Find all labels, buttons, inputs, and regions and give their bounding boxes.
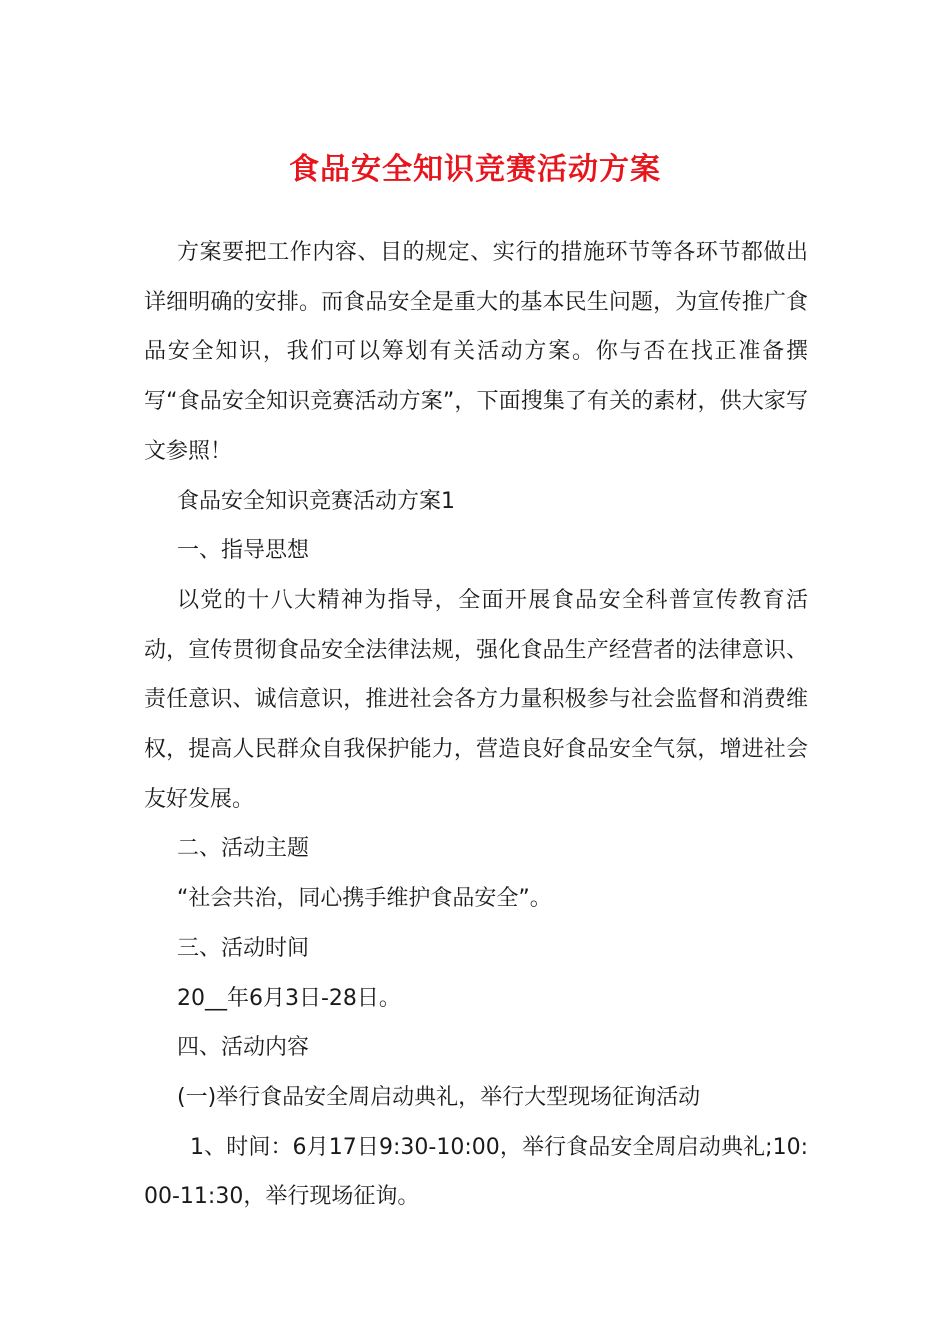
paragraph-guiding-ideology: 以党的十八大精神为指导，全面开展食品安全科普宣传教育活动，宣传贯彻食品安全法律法规，强化食品生产经营者的法律意识、责任意识、诚信意识，推进社会各方力量积极参与社会监督和消费维权，提高人民群众自我保护能力，营造良好食品安全气氛，增进社会友好发展。 bbox=[144, 587, 808, 812]
document-title: 食品安全知识竞赛活动方案 bbox=[289, 152, 661, 188]
subheading-launch-ceremony: (一)举行食品安全周启动典礼，举行大型现场征询活动 bbox=[177, 1084, 701, 1110]
paragraph-time-item-1: 1、时间：6月17日9:30-10:00，举行食品安全周启动典礼;10:00-11:30，举行现场征询。 bbox=[144, 1134, 808, 1210]
heading-activity-theme: 二、活动主题 bbox=[177, 836, 310, 862]
heading-activity-time: 三、活动时间 bbox=[177, 935, 310, 961]
heading-guiding-ideology: 一、指导思想 bbox=[177, 538, 310, 564]
section-title-plan-1: 食品安全知识竞赛活动方案1 bbox=[177, 488, 455, 514]
intro-paragraph: 方案要把工作内容、目的规定、实行的措施环节等各环节都做出详细明确的安排。而食品安全是重大的基本民生问题，为宣传推广食品安全知识，我们可以筹划有关活动方案。你与否在找正准备撰写“食品安全知识竞赛活动方案”，下面搜集了有关的素材，供大家写文参照！ bbox=[144, 240, 808, 464]
paragraph-activity-time: 20__年6月3日-28日。 bbox=[177, 985, 401, 1011]
heading-activity-content: 四、活动内容 bbox=[177, 1035, 310, 1061]
paragraph-activity-theme: “社会共治，同心携手维护食品安全”。 bbox=[177, 886, 552, 912]
document-body bbox=[144, 228, 808, 1222]
